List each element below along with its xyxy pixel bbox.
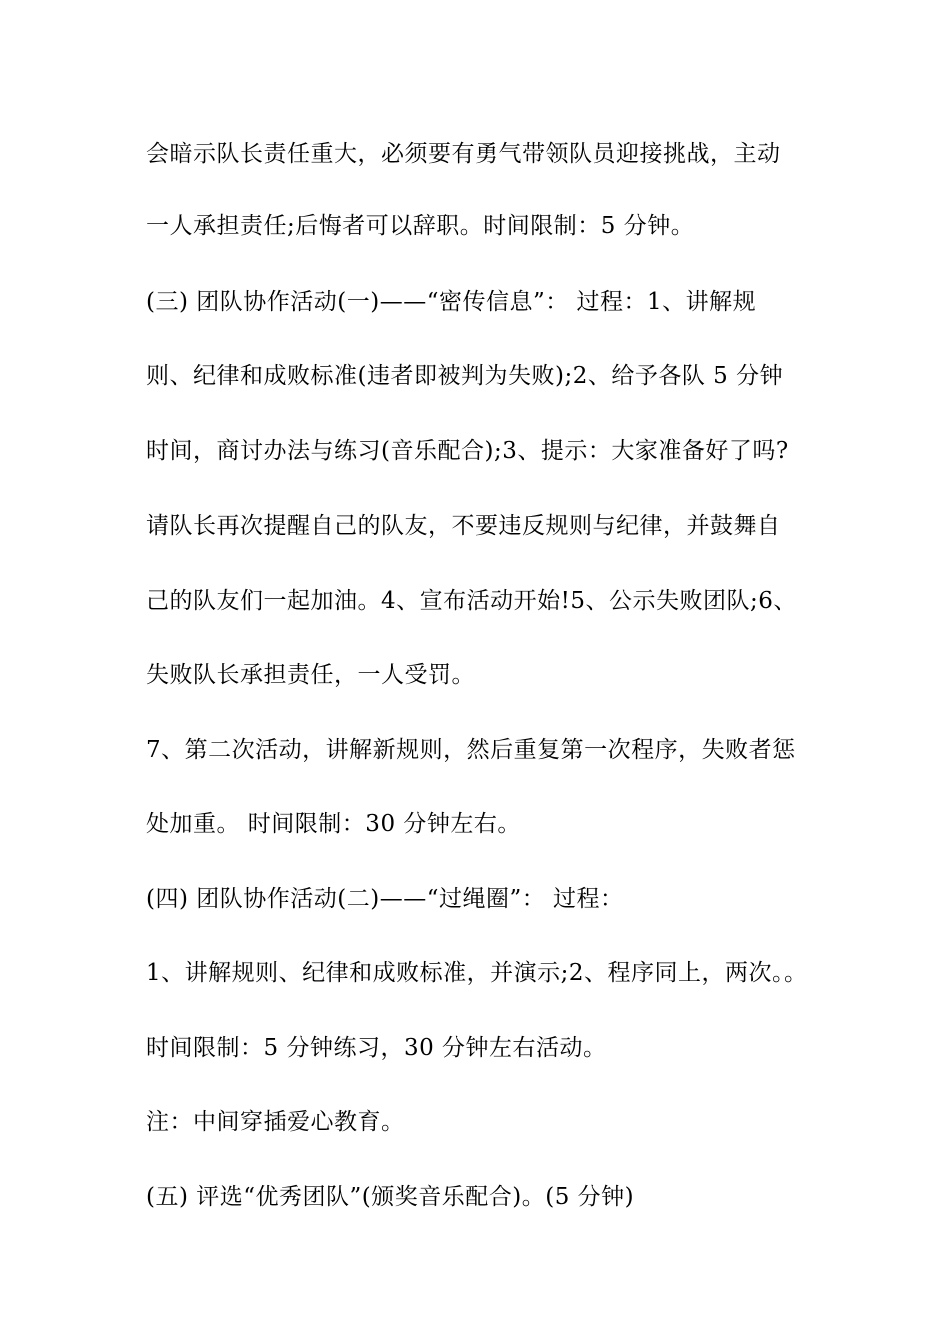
text-line-8: 失败队长承担责任，一人受罚。 xyxy=(146,662,475,688)
text-line-12: 1、讲解规则、纪律和成败标准，并演示;2、程序同上，两次。。 xyxy=(146,960,808,986)
text-line-15: (五) 评选“优秀团队”(颁奖音乐配合)。(5 分钟) xyxy=(146,1184,635,1210)
text-line-13: 时间限制：5 分钟练习，30 分钟左右活动。 xyxy=(146,1035,607,1061)
text-line-9: 7、第二次活动，讲解新规则，然后重复第一次程序，失败者惩 xyxy=(146,737,796,763)
text-line-11: (四) 团队协作活动(二)——“过绳圈”： 过程： xyxy=(146,886,624,912)
text-line-1: 会暗示队长责任重大，必须要有勇气带领队员迎接挑战，主动 xyxy=(146,141,781,167)
text-line-5: 时间，商讨办法与练习(音乐配合);3、提示：大家准备好了吗? xyxy=(146,438,789,464)
text-line-2: 一人承担责任;后悔者可以辞职。时间限制：5 分钟。 xyxy=(146,213,695,239)
text-line-7: 己的队友们一起加油。4、宣布活动开始!5、公示失败团队;6、 xyxy=(146,588,797,614)
text-line-10: 处加重。 时间限制：30 分钟左右。 xyxy=(146,811,521,837)
text-line-14: 注：中间穿插爱心教育。 xyxy=(146,1109,405,1135)
text-line-4: 则、纪律和成败标准(违者即被判为失败);2、给予各队 5 分钟 xyxy=(146,363,784,389)
text-line-3: (三) 团队协作活动(一)——“密传信息”： 过程：1、讲解规 xyxy=(146,289,757,315)
text-line-6: 请队长再次提醒自己的队友，不要违反规则与纪律，并鼓舞自 xyxy=(146,513,781,539)
